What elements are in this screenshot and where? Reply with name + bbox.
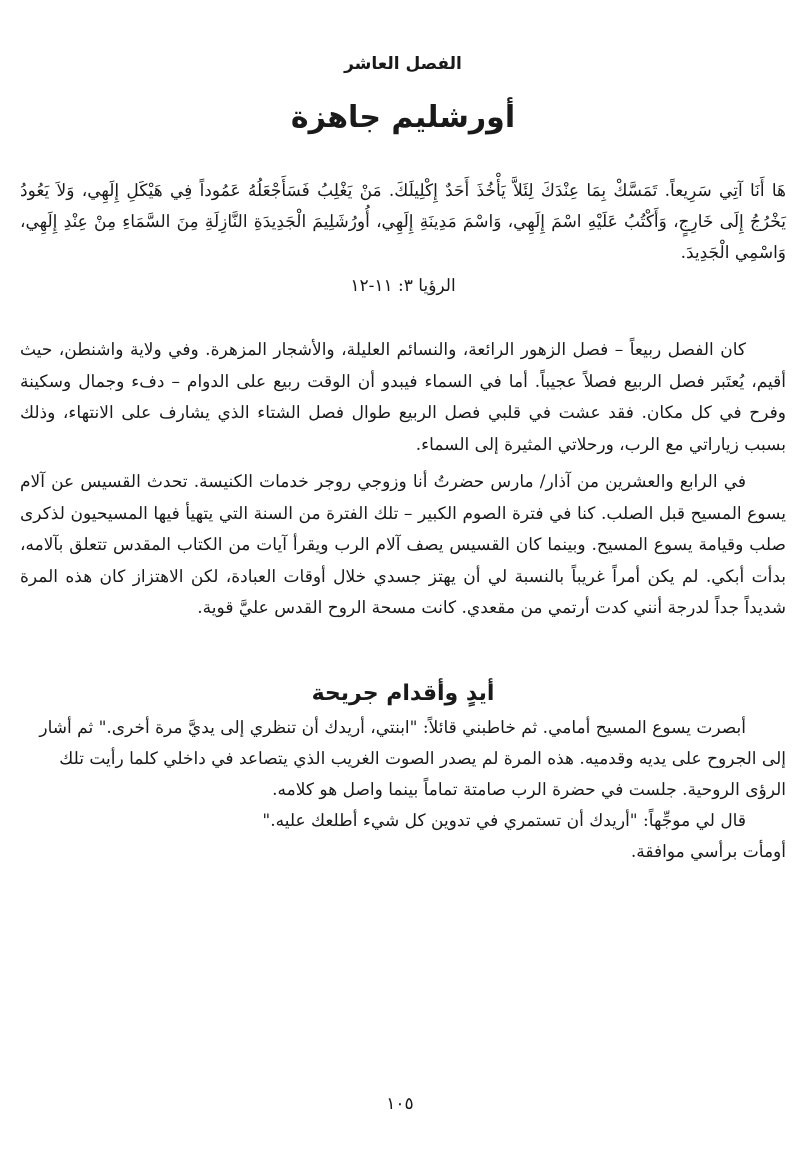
section-paragraph: أبصرت يسوع المسيح أمامي. ثم خاطبني قائلاً: "ابنتي، أريدك أن تنظري إلى يديَّ مرة أخرى." ثم أشار إلى الجروح على يديه وقدميه. هذه المرة لم يصدر الصوت الغريب الذي يتصاعد في داخلي كلما رأيت تلك الرؤى الروحية. جلست في حضرة الرب صامتة تماماً بينما واصل هو كلامه. bbox=[39, 717, 786, 800]
epigraph-quote: هَا أَنَا آتِي سَرِيعاً. تَمَسَّكْ بِمَا عِنْدَكَ لِئَلاَّ يَأْخُذَ أَحَدٌ إِكْلِيلَكَ. مَنْ يَغْلِبُ فَسَأَجْعَلُهُ عَمُوداً فِي هَيْكَلِ إِلَهِي، وَلاَ يَعُودُ يَخْرُجُ إِلَى خَارِجٍ، وَأَكْتُبُ عَلَيْهِ اسْمَ إِلَهِي، وَاسْمَ مَدِينَةِ إِلَهِي، أُورُشَلِيمَ الْجَدِيدَةِ النَّازِلَةِ مِنَ السَّمَاءِ مِنْ عِنْدِ إِلَهِي، وَاسْمِي الْجَدِيدَ. bbox=[20, 181, 786, 263]
body-paragraph: كان الفصل ربيعاً – فصل الزهور الرائعة، والنسائم العليلة، والأشجار المزهرة. وفي ولاية واشنطن، حيث أقيم، يُعتَبر فصل الربيع فصلاً عجيباً. أما في السماء فيبدو أن الوقت ربيع على الدوام – دفء وجمال وسكينة وفرح في كل مكان. فقد عشت في قلبي فصل الربيع طوال فصل الشتاء الذي يشارف على الانتهاء، وذلك بسبب زياراتي مع الرب، ورحلاتي المثيرة إلى السماء. bbox=[20, 340, 786, 455]
section-paragraph: أومأت برأسي موافقة. bbox=[630, 841, 786, 862]
section-title: أيدٍ وأقدام جريحة bbox=[311, 680, 495, 706]
page-number: ١٠٥ bbox=[386, 1094, 414, 1114]
chapter-title: أورشليم جاهزة bbox=[290, 100, 516, 135]
body-paragraph: في الرابع والعشرين من آذار/ مارس حضرتُ أنا وزوجي روجر خدمات الكنيسة. تحدث القسيس عن آلام يسوع المسيح قبل الصلب. كنا في فترة الصوم الكبير – تلك الفترة من السنة التي يتهيأ فيها المسيحيون لذكرى صلب وقيامة يسوع المسيح. وبينما كان القسيس يصف آلام الرب ويقرأ آيات من الكتاب المقدس تتعلق بآلامه، بدأت أبكي. لم يكن أمراً غريباً بالنسبة لي أن يهتز جسدي خلال أوقات العبادة، لكن الاهتزاز كان هذه المرة شديداً جداً لدرجة أنني كدت أرتمي من مقعدي. كانت مسحة الروح القدس عليَّ قوية. bbox=[20, 472, 786, 618]
chapter-label: الفصل العاشر bbox=[344, 54, 462, 74]
epigraph-reference: الرؤيا ٣: ١١-١٢ bbox=[350, 276, 456, 296]
section-paragraph: قال لي موجِّهاً: "أريدك أن تستمري في تدوين كل شيء أطلعك عليه." bbox=[262, 810, 746, 831]
